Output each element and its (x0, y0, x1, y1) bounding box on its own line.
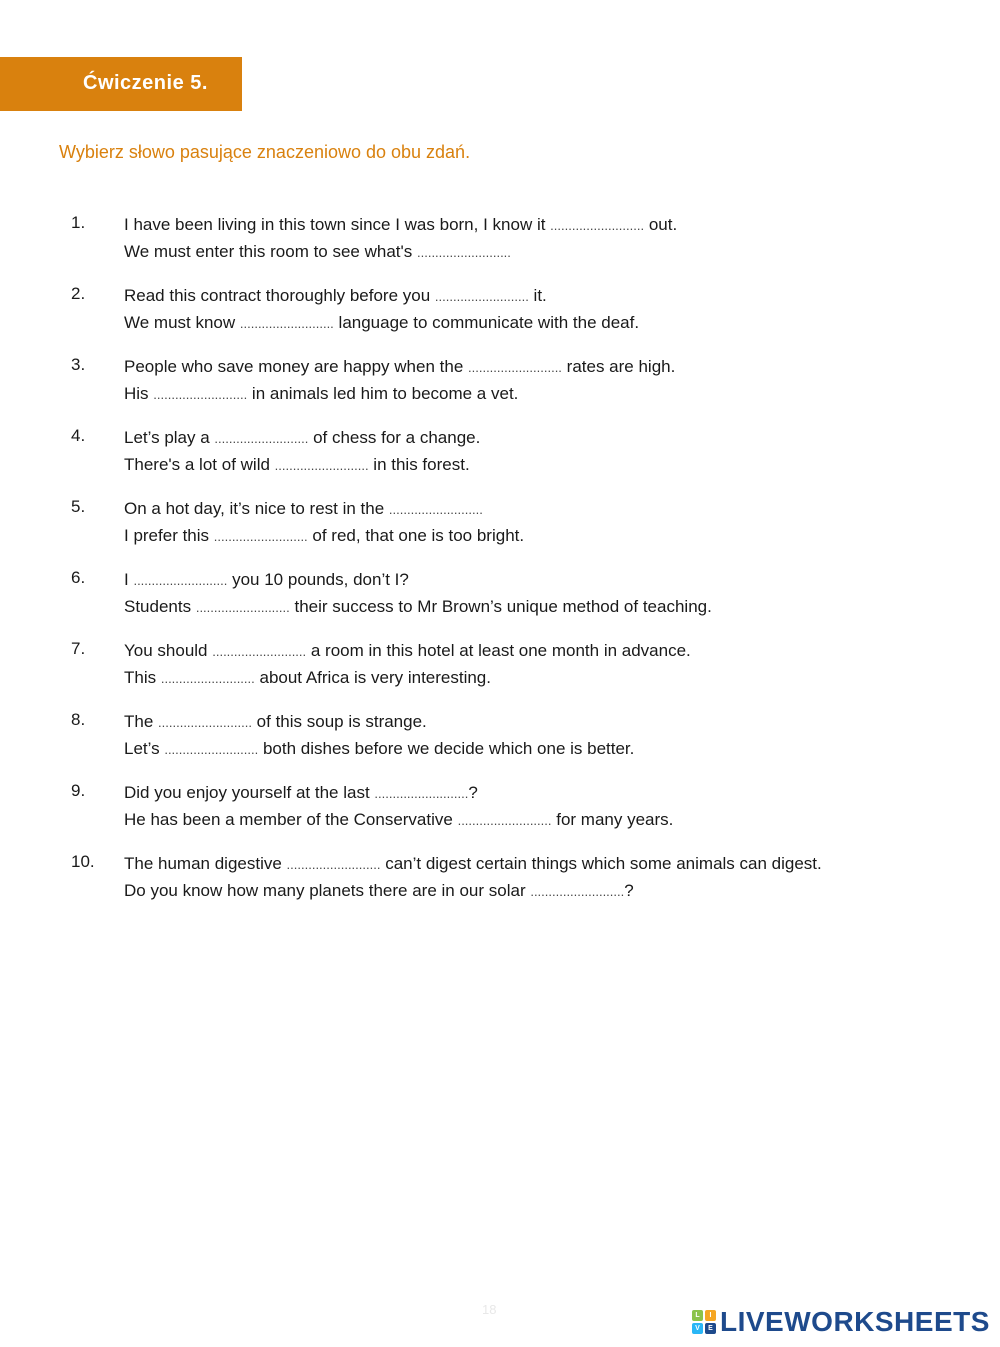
sentence-line (124, 455, 470, 475)
sentence-text: Let’s play a (124, 428, 215, 447)
answer-blank[interactable]: .......................... (153, 387, 248, 402)
sentence-text: ? (624, 881, 634, 900)
answer-blank[interactable]: .......................... (286, 857, 381, 872)
sentence-text: I (124, 570, 134, 589)
page-number: 18 (482, 1302, 497, 1317)
liveworksheets-logo (692, 1305, 990, 1339)
sentence-line (124, 668, 491, 688)
answer-blank[interactable]: .......................... (164, 742, 259, 757)
instruction-text: Wybierz słowo pasujące znaczeniowo do obu zdań. (59, 142, 471, 162)
sentence-text: it. (528, 286, 547, 305)
item-number: 9. (71, 781, 86, 800)
answer-blank[interactable]: .......................... (133, 573, 228, 588)
sentence-text: in animals led him to become a vet. (247, 384, 519, 403)
sentence-text: of this soup is strange. (251, 712, 427, 731)
sentence-text: This (124, 668, 161, 687)
sentence-line (124, 286, 547, 306)
answer-blank[interactable]: .......................... (212, 644, 307, 659)
sentence-line (124, 810, 673, 830)
answer-blank[interactable]: .......................... (550, 218, 645, 233)
item-number: 3. (71, 355, 86, 374)
exercise-item (0, 497, 1000, 557)
answer-blank[interactable]: .......................... (160, 671, 255, 686)
sentence-text: about Africa is very interesting. (254, 668, 491, 687)
sentence-text: Students (124, 597, 196, 616)
answer-blank[interactable]: .......................... (530, 884, 625, 899)
answer-blank[interactable]: .......................... (213, 529, 308, 544)
sentence-line (124, 313, 639, 333)
sentence-text: On a hot day, it’s nice to rest in the (124, 499, 389, 518)
sentence-line (124, 499, 483, 519)
sentence-text: rates are high. (561, 357, 676, 376)
exercise-item (0, 781, 1000, 841)
exercise-item (0, 426, 1000, 486)
answer-blank[interactable]: .......................... (468, 360, 562, 375)
sentence-text: I prefer this (124, 526, 214, 545)
brand-name: LIVEWORKSHEETS (720, 1306, 990, 1337)
sentence-text: of red, that one is too bright. (307, 526, 525, 545)
sentence-text: out. (644, 215, 678, 234)
item-number: 10. (71, 852, 95, 871)
item-number: 2. (71, 284, 86, 303)
sentence-line (124, 384, 518, 404)
sentence-text: There's a lot of wild (124, 455, 275, 474)
sentence-text: Did you enjoy yourself at the last (124, 783, 375, 802)
sentence-text: People who save money are happy when the (124, 357, 469, 376)
sentence-text: Read this contract thoroughly before you (124, 286, 435, 305)
sentence-line (124, 428, 480, 448)
sentence-line (124, 641, 691, 661)
sentence-line (124, 215, 677, 235)
sentence-line (124, 526, 524, 546)
exercise-item (0, 710, 1000, 770)
sentence-text: for many years. (551, 810, 674, 829)
answer-blank[interactable]: .......................... (417, 245, 511, 260)
sentence-text: language to communicate with the deaf. (333, 313, 640, 332)
sentence-text: can’t digest certain things which some animals can digest. (380, 854, 822, 873)
answer-blank[interactable]: .......................... (434, 289, 529, 304)
sentence-line (124, 357, 675, 377)
exercise-item (0, 213, 1000, 273)
sentence-text: their success to Mr Brown’s unique method of teaching. (289, 597, 712, 616)
answer-blank[interactable]: .......................... (457, 813, 552, 828)
sentence-line (124, 739, 634, 759)
item-number: 6. (71, 568, 86, 587)
sentence-line (124, 783, 478, 803)
item-number: 7. (71, 639, 86, 658)
sentence-text: His (124, 384, 154, 403)
sentence-text: in this forest. (368, 455, 470, 474)
answer-blank[interactable]: .......................... (158, 715, 252, 730)
sentence-text: Let’s (124, 739, 165, 758)
exercise-item (0, 639, 1000, 699)
sentence-text: The human digestive (124, 854, 287, 873)
answer-blank[interactable]: .......................... (214, 431, 309, 446)
sentence-text: both dishes before we decide which one is better. (258, 739, 635, 758)
answer-blank[interactable]: .......................... (239, 316, 334, 331)
sentence-text: The (124, 712, 159, 731)
sentence-line (124, 570, 409, 590)
sentence-text: I have been living in this town since I was born, I know it (124, 215, 551, 234)
answer-blank[interactable]: .......................... (195, 600, 290, 615)
sentence-text: of chess for a change. (308, 428, 481, 447)
sentence-text: You should (124, 641, 213, 660)
exercise-title: Ćwiczenie 5. (83, 72, 208, 94)
exercise-item (0, 355, 1000, 415)
sentence-text: a room in this hotel at least one month in advance. (306, 641, 691, 660)
sentence-text: We must know (124, 313, 240, 332)
exercise-item (0, 568, 1000, 628)
sentence-line (124, 242, 511, 262)
answer-blank[interactable]: .......................... (388, 502, 483, 517)
exercise-item (0, 852, 1000, 912)
sentence-line (124, 854, 822, 874)
item-number: 8. (71, 710, 86, 729)
sentence-text: Do you know how many planets there are in our solar (124, 881, 531, 900)
sentence-line (124, 712, 427, 732)
logo-mark-icon: L I V E (692, 1310, 716, 1334)
exercise-item (0, 284, 1000, 344)
sentence-text: We must enter this room to see what's (124, 242, 417, 261)
sentence-text: He has been a member of the Conservative (124, 810, 458, 829)
sentence-text: ? (468, 783, 478, 802)
sentence-line (124, 597, 712, 617)
answer-blank[interactable]: .......................... (374, 786, 469, 801)
exercise-banner (0, 57, 242, 111)
item-number: 1. (71, 213, 86, 232)
item-number: 5. (71, 497, 86, 516)
sentence-line (124, 881, 634, 901)
sentence-text: you 10 pounds, don’t I? (227, 570, 409, 589)
item-number: 4. (71, 426, 86, 445)
answer-blank[interactable]: .......................... (274, 458, 369, 473)
